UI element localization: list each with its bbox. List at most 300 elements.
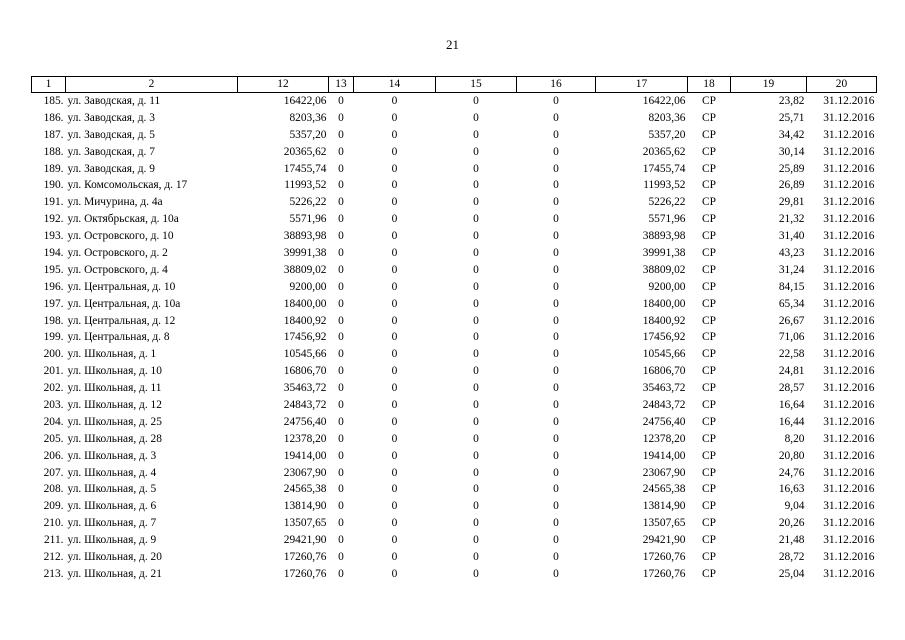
value-col-12: 10545,66 — [283, 348, 327, 361]
value-col-13: 0 — [338, 145, 344, 158]
value-col-13: 0 — [338, 280, 344, 293]
value-col-17: 5357,20 — [648, 128, 686, 141]
value-col-13: 0 — [338, 567, 344, 580]
value-col-15: 0 — [473, 550, 479, 563]
value-col-13: 0 — [338, 534, 344, 547]
address-cell: ул. Школьная, д. 20 — [67, 550, 162, 563]
value-col-14: 0 — [391, 483, 398, 496]
value-col-17: 10545,66 — [642, 348, 686, 361]
value-col-17: 8203,36 — [648, 111, 686, 124]
row-index: 194. — [43, 246, 64, 259]
table-row — [32, 380, 877, 397]
row-index: 197. — [43, 297, 64, 310]
value-col-16: 0 — [553, 398, 559, 411]
value-col-17: 17260,76 — [642, 550, 686, 563]
code-cell: СР — [702, 382, 716, 395]
date-cell: 31.12.2016 — [823, 280, 875, 293]
table-row — [32, 228, 877, 245]
value-col-13: 0 — [338, 128, 344, 141]
value-col-14: 0 — [391, 382, 398, 395]
percent-cell: 34,42 — [778, 128, 805, 141]
code-cell: СР — [702, 280, 716, 293]
value-col-13: 0 — [338, 213, 344, 226]
value-col-16: 0 — [553, 213, 559, 226]
value-col-17: 16806,70 — [642, 365, 686, 378]
value-col-14: 0 — [391, 179, 398, 192]
value-col-17: 35463,72 — [642, 382, 686, 395]
header-col-12: 12 — [238, 77, 329, 93]
value-col-16: 0 — [553, 534, 559, 547]
date-cell: 31.12.2016 — [823, 348, 875, 361]
table-row — [32, 414, 877, 431]
date-cell: 31.12.2016 — [823, 196, 875, 209]
percent-cell: 28,57 — [778, 382, 805, 395]
value-col-15: 0 — [473, 415, 479, 428]
value-col-13: 0 — [338, 449, 344, 462]
percent-cell: 23,82 — [778, 94, 805, 107]
percent-cell: 43,23 — [778, 246, 805, 259]
value-col-13: 0 — [338, 111, 344, 124]
code-cell: СР — [702, 348, 716, 361]
row-index: 188. — [43, 145, 64, 158]
percent-cell: 26,67 — [778, 314, 805, 327]
value-col-15: 0 — [473, 314, 479, 327]
value-col-16: 0 — [553, 415, 559, 428]
date-cell: 31.12.2016 — [823, 179, 875, 192]
percent-cell: 16,63 — [778, 483, 805, 496]
value-col-17: 11993,52 — [643, 179, 686, 192]
value-col-14: 0 — [391, 297, 398, 310]
row-index: 200. — [43, 348, 64, 361]
code-cell: СР — [702, 365, 716, 378]
date-cell: 31.12.2016 — [823, 466, 875, 479]
value-col-16: 0 — [553, 280, 559, 293]
value-col-13: 0 — [338, 348, 344, 361]
address-cell: ул. Школьная, д. 5 — [67, 483, 157, 496]
date-cell: 31.12.2016 — [823, 314, 875, 327]
value-col-14: 0 — [391, 331, 398, 344]
value-col-17: 12378,20 — [642, 432, 686, 445]
value-col-15: 0 — [473, 398, 479, 411]
value-col-16: 0 — [553, 517, 559, 530]
percent-cell: 21,48 — [778, 534, 805, 547]
value-col-13: 0 — [338, 500, 344, 513]
date-cell: 31.12.2016 — [823, 483, 875, 496]
value-col-16: 0 — [553, 432, 559, 445]
address-cell: ул. Школьная, д. 9 — [67, 534, 157, 547]
address-cell: ул. Школьная, д. 10 — [67, 365, 162, 378]
percent-cell: 24,76 — [778, 466, 805, 479]
value-col-14: 0 — [391, 449, 398, 462]
row-index: 212. — [43, 550, 64, 563]
address-cell: ул. Заводская, д. 9 — [67, 162, 155, 175]
code-cell: СР — [702, 534, 716, 547]
value-col-15: 0 — [473, 263, 479, 276]
percent-cell: 29,81 — [778, 196, 805, 209]
date-cell: 31.12.2016 — [823, 432, 875, 445]
value-col-12: 13507,65 — [283, 517, 327, 530]
value-col-14: 0 — [391, 348, 398, 361]
value-col-14: 0 — [391, 466, 398, 479]
value-col-15: 0 — [473, 534, 479, 547]
header-col-15: 15 — [436, 77, 517, 93]
value-col-14: 0 — [391, 567, 398, 580]
code-cell: СР — [702, 162, 716, 175]
value-col-17: 17456,92 — [642, 331, 686, 344]
value-col-17: 23067,90 — [642, 466, 686, 479]
address-cell: ул. Школьная, д. 28 — [67, 432, 162, 445]
address-cell: ул. Комсомольская, д. 17 — [67, 179, 188, 192]
value-col-15: 0 — [473, 567, 479, 580]
row-index: 185. — [43, 94, 64, 107]
address-cell: ул. Заводская, д. 11 — [67, 94, 161, 107]
value-col-12: 5571,96 — [289, 213, 327, 226]
table-row — [32, 127, 877, 144]
code-cell: СР — [702, 567, 716, 580]
value-col-12: 18400,92 — [283, 314, 327, 327]
value-col-16: 0 — [553, 246, 559, 259]
address-cell: ул. Островского, д. 4 — [67, 263, 168, 276]
value-col-12: 23067,90 — [283, 466, 327, 479]
row-index: 198. — [43, 314, 64, 327]
table-row — [32, 211, 877, 228]
date-cell: 31.12.2016 — [823, 111, 875, 124]
value-col-14: 0 — [391, 398, 398, 411]
value-col-17: 16422,06 — [642, 94, 686, 107]
table-row — [32, 346, 877, 363]
header-col-16: 16 — [517, 77, 596, 93]
percent-cell: 25,71 — [778, 111, 805, 124]
value-col-16: 0 — [553, 263, 559, 276]
row-index: 191. — [43, 196, 64, 209]
percent-cell: 31,24 — [778, 263, 805, 276]
value-col-13: 0 — [338, 517, 344, 530]
code-cell: СР — [702, 263, 716, 276]
date-cell: 31.12.2016 — [823, 128, 875, 141]
value-col-15: 0 — [473, 145, 479, 158]
percent-cell: 26,89 — [778, 179, 805, 192]
table-row — [32, 161, 877, 178]
value-col-15: 0 — [473, 365, 479, 378]
date-cell: 31.12.2016 — [823, 398, 875, 411]
percent-cell: 20,80 — [778, 449, 805, 462]
code-cell: СР — [702, 179, 716, 192]
value-col-14: 0 — [391, 432, 398, 445]
code-cell: СР — [702, 314, 716, 327]
percent-cell: 20,26 — [778, 517, 805, 530]
row-index: 201. — [43, 365, 64, 378]
value-col-12: 5357,20 — [289, 128, 327, 141]
value-col-17: 24565,38 — [642, 483, 686, 496]
header-col-19: 19 — [731, 77, 807, 93]
value-col-13: 0 — [338, 297, 344, 310]
code-cell: СР — [702, 111, 716, 124]
code-cell: СР — [702, 483, 716, 496]
table-row — [32, 194, 877, 211]
value-col-12: 24843,72 — [283, 398, 327, 411]
header-col-1: 1 — [32, 77, 66, 93]
value-col-12: 13814,90 — [283, 500, 327, 513]
value-col-15: 0 — [473, 500, 479, 513]
code-cell: СР — [702, 145, 716, 158]
value-col-12: 17260,76 — [283, 550, 327, 563]
value-col-16: 0 — [553, 162, 559, 175]
value-col-16: 0 — [553, 179, 559, 192]
date-cell: 31.12.2016 — [823, 263, 875, 276]
address-cell: ул. Островского, д. 10 — [67, 230, 174, 243]
value-col-15: 0 — [473, 348, 479, 361]
table-row — [32, 566, 877, 583]
percent-cell: 25,04 — [778, 567, 805, 580]
table-row — [32, 93, 877, 110]
row-index: 189. — [43, 162, 64, 175]
value-col-17: 29421,90 — [642, 534, 686, 547]
address-cell: ул. Центральная, д. 10а — [67, 297, 181, 310]
value-col-17: 9200,00 — [648, 280, 686, 293]
date-cell: 31.12.2016 — [823, 230, 875, 243]
value-col-17: 38809,02 — [642, 263, 686, 276]
value-col-13: 0 — [338, 382, 344, 395]
row-index: 208. — [43, 483, 64, 496]
percent-cell: 71,06 — [778, 331, 805, 344]
value-col-14: 0 — [391, 94, 398, 107]
value-col-12: 39991,38 — [283, 246, 327, 259]
value-col-14: 0 — [391, 550, 398, 563]
value-col-12: 24756,40 — [283, 415, 327, 428]
row-index: 202. — [43, 382, 64, 395]
address-cell: ул. Школьная, д. 4 — [67, 466, 157, 479]
table-row — [32, 549, 877, 566]
table-row — [32, 296, 877, 313]
row-index: 196. — [43, 280, 64, 293]
value-col-15: 0 — [473, 382, 479, 395]
value-col-13: 0 — [338, 314, 344, 327]
address-cell: ул. Школьная, д. 1 — [67, 348, 157, 361]
value-col-14: 0 — [391, 230, 398, 243]
row-index: 190. — [43, 179, 64, 192]
value-col-12: 11993,52 — [284, 179, 327, 192]
value-col-14: 0 — [391, 162, 398, 175]
address-cell: ул. Школьная, д. 12 — [67, 398, 162, 411]
value-col-15: 0 — [473, 280, 479, 293]
value-col-13: 0 — [338, 365, 344, 378]
value-col-16: 0 — [553, 382, 559, 395]
value-col-17: 13507,65 — [642, 517, 686, 530]
value-col-15: 0 — [473, 449, 479, 462]
table-row — [32, 313, 877, 330]
value-col-14: 0 — [391, 534, 398, 547]
value-col-16: 0 — [553, 196, 559, 209]
value-col-13: 0 — [338, 94, 344, 107]
value-col-16: 0 — [553, 483, 559, 496]
value-col-13: 0 — [338, 550, 344, 563]
code-cell: СР — [702, 297, 716, 310]
address-cell: ул. Школьная, д. 6 — [67, 500, 157, 513]
code-cell: СР — [702, 128, 716, 141]
header-col-13: 13 — [329, 77, 354, 93]
value-col-16: 0 — [553, 94, 559, 107]
value-col-17: 17455,74 — [642, 162, 686, 175]
value-col-15: 0 — [473, 179, 479, 192]
value-col-13: 0 — [338, 162, 344, 175]
value-col-12: 12378,20 — [283, 432, 327, 445]
value-col-13: 0 — [338, 179, 344, 192]
percent-cell: 16,64 — [778, 398, 805, 411]
date-cell: 31.12.2016 — [823, 162, 875, 175]
date-cell: 31.12.2016 — [823, 246, 875, 259]
value-col-16: 0 — [553, 111, 559, 124]
date-cell: 31.12.2016 — [823, 297, 875, 310]
value-col-12: 24565,38 — [283, 483, 327, 496]
value-col-15: 0 — [473, 517, 479, 530]
code-cell: СР — [702, 550, 716, 563]
code-cell: СР — [702, 517, 716, 530]
code-cell: СР — [702, 432, 716, 445]
percent-cell: 8,20 — [784, 432, 805, 445]
value-col-16: 0 — [553, 365, 559, 378]
value-col-16: 0 — [553, 466, 559, 479]
code-cell: СР — [702, 94, 716, 107]
value-col-14: 0 — [391, 128, 398, 141]
value-col-17: 24756,40 — [642, 415, 686, 428]
table-row — [32, 245, 877, 262]
value-col-13: 0 — [338, 196, 344, 209]
date-cell: 31.12.2016 — [823, 415, 875, 428]
value-col-14: 0 — [391, 246, 398, 259]
value-col-15: 0 — [473, 196, 479, 209]
table-row — [32, 262, 877, 279]
row-index: 192. — [43, 213, 64, 226]
percent-cell: 22,58 — [778, 348, 805, 361]
code-cell: СР — [702, 196, 716, 209]
percent-cell: 25,89 — [778, 162, 805, 175]
table-row — [32, 363, 877, 380]
value-col-13: 0 — [338, 246, 344, 259]
date-cell: 31.12.2016 — [823, 94, 875, 107]
value-col-16: 0 — [553, 331, 559, 344]
row-index: 211. — [43, 534, 64, 547]
address-cell: ул. Школьная, д. 21 — [67, 567, 162, 580]
value-col-17: 20365,62 — [642, 145, 686, 158]
row-index: 213. — [43, 567, 64, 580]
date-cell: 31.12.2016 — [823, 567, 875, 580]
value-col-12: 17260,76 — [283, 567, 327, 580]
row-index: 205. — [43, 432, 64, 445]
value-col-16: 0 — [553, 314, 559, 327]
address-cell: ул. Мичурина, д. 4а — [67, 196, 163, 209]
table-row — [32, 177, 877, 194]
code-cell: СР — [702, 230, 716, 243]
value-col-15: 0 — [473, 331, 479, 344]
table-row — [32, 397, 877, 414]
percent-cell: 84,15 — [778, 280, 805, 293]
percent-cell: 21,32 — [778, 213, 805, 226]
date-cell: 31.12.2016 — [823, 213, 875, 226]
address-cell: ул. Заводская, д. 3 — [67, 111, 155, 124]
date-cell: 31.12.2016 — [823, 382, 875, 395]
value-col-15: 0 — [473, 162, 479, 175]
date-cell: 31.12.2016 — [823, 517, 875, 530]
header-col-17: 17 — [596, 77, 688, 93]
table-body — [32, 93, 877, 583]
value-col-12: 9200,00 — [289, 280, 327, 293]
value-col-17: 13814,90 — [642, 500, 686, 513]
value-col-17: 38893,98 — [642, 230, 686, 243]
value-col-14: 0 — [391, 415, 398, 428]
value-col-12: 17455,74 — [283, 162, 327, 175]
date-cell: 31.12.2016 — [823, 331, 875, 344]
value-col-13: 0 — [338, 331, 344, 344]
address-cell: ул. Заводская, д. 7 — [67, 145, 155, 158]
value-col-14: 0 — [391, 500, 398, 513]
value-col-16: 0 — [553, 449, 559, 462]
row-index: 193. — [43, 230, 64, 243]
percent-cell: 16,44 — [778, 415, 805, 428]
table-row — [32, 465, 877, 482]
table-row — [32, 144, 877, 161]
row-index: 199. — [43, 331, 64, 344]
value-col-15: 0 — [473, 466, 479, 479]
value-col-17: 5571,96 — [648, 213, 686, 226]
value-col-15: 0 — [473, 111, 479, 124]
percent-cell: 28,72 — [778, 550, 805, 563]
address-cell: ул. Школьная, д. 11 — [67, 382, 162, 395]
value-col-12: 16422,06 — [283, 94, 327, 107]
value-col-12: 19414,00 — [283, 449, 327, 462]
value-col-12: 5226,22 — [289, 196, 327, 209]
value-col-15: 0 — [473, 297, 479, 310]
row-index: 204. — [43, 415, 64, 428]
header-col-18: 18 — [688, 77, 731, 93]
row-index: 209. — [43, 500, 64, 513]
address-cell: ул. Школьная, д. 7 — [67, 517, 157, 530]
value-col-12: 17456,92 — [283, 331, 327, 344]
value-col-17: 17260,76 — [642, 567, 686, 580]
header-col-14: 14 — [354, 77, 436, 93]
percent-cell: 31,40 — [778, 230, 805, 243]
address-cell: ул. Октябрьская, д. 10а — [67, 213, 179, 226]
date-cell: 31.12.2016 — [823, 550, 875, 563]
code-cell: СР — [702, 500, 716, 513]
value-col-16: 0 — [553, 567, 559, 580]
code-cell: СР — [702, 213, 716, 226]
address-cell: ул. Центральная, д. 12 — [67, 314, 176, 327]
value-col-16: 0 — [553, 500, 559, 513]
value-col-17: 19414,00 — [642, 449, 686, 462]
row-index: 195. — [43, 263, 64, 276]
value-col-14: 0 — [391, 196, 398, 209]
address-cell: ул. Заводская, д. 5 — [67, 128, 155, 141]
code-cell: СР — [702, 246, 716, 259]
page-number: 21 — [446, 37, 459, 52]
table-row — [32, 532, 877, 549]
value-col-14: 0 — [391, 213, 398, 226]
value-col-12: 38893,98 — [283, 230, 327, 243]
date-cell: 31.12.2016 — [823, 449, 875, 462]
header-col-2: 2 — [66, 77, 238, 93]
value-col-16: 0 — [553, 230, 559, 243]
code-cell: СР — [702, 415, 716, 428]
value-col-17: 18400,00 — [642, 297, 686, 310]
row-index: 187. — [43, 128, 64, 141]
value-col-16: 0 — [553, 550, 559, 563]
value-col-17: 18400,92 — [642, 314, 686, 327]
date-cell: 31.12.2016 — [823, 534, 875, 547]
value-col-16: 0 — [553, 145, 559, 158]
code-cell: СР — [702, 449, 716, 462]
table-row — [32, 110, 877, 127]
date-cell: 31.12.2016 — [823, 145, 875, 158]
